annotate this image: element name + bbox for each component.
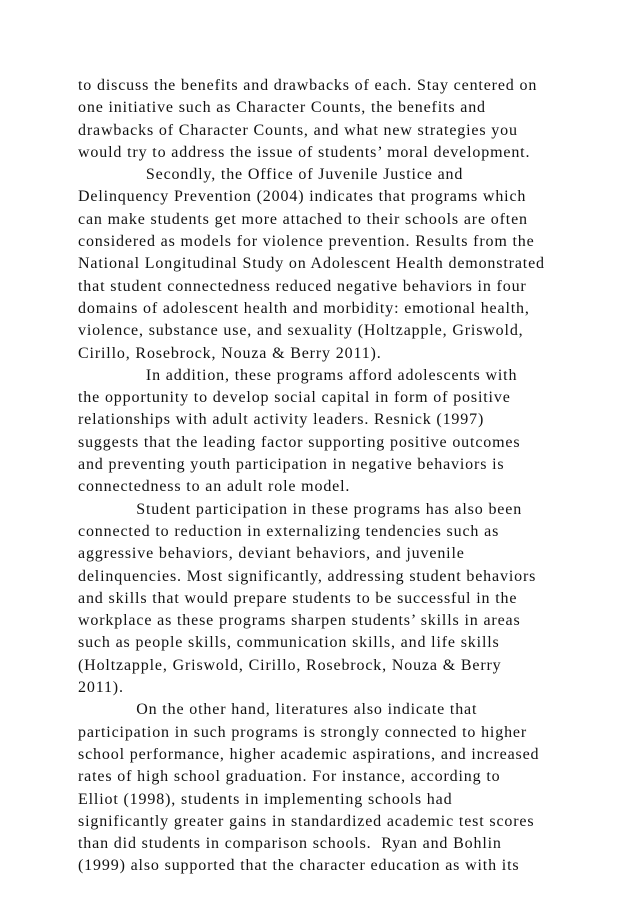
text-line: (1999) also supported that the character education as with its	[78, 857, 520, 875]
text-line: Cirillo, Rosebrock, Nouza & Berry 2011).	[78, 344, 382, 362]
text-line: than did students in comparison schools. Ryan and Bohlin	[78, 835, 502, 853]
text-line: can make students get more attached to their schools are often	[78, 210, 528, 228]
text-line: and skills that would prepare students to be successful in the	[78, 589, 518, 607]
text-line: workplace as these programs sharpen students’ skills in areas	[78, 612, 521, 630]
text-line: rates of high school graduation. For instance, according to	[78, 768, 501, 786]
text-line: In addition, these programs afford adolescents with	[78, 366, 518, 384]
text-line: suggests that the leading factor supporting positive outcomes	[78, 433, 521, 451]
text-line: On the other hand, literatures also indicate that	[78, 701, 478, 719]
text-line: the opportunity to develop social capital in form of positive	[78, 389, 511, 407]
text-line: National Longitudinal Study on Adolescent Health demonstrated	[78, 255, 545, 273]
text-line: participation in such programs is strongly connected to higher	[78, 723, 528, 741]
text-line: connectedness to an adult role model.	[78, 478, 351, 496]
text-line: 2011).	[78, 679, 124, 697]
text-line: delinquencies. Most significantly, addressing student behaviors	[78, 567, 537, 585]
text-line: significantly greater gains in standardized academic test scores	[78, 812, 535, 830]
text-line: school performance, higher academic aspirations, and increased	[78, 745, 540, 763]
text-line: (Holtzapple, Griswold, Cirillo, Rosebrock, Nouza & Berry	[78, 656, 502, 674]
text-line: considered as models for violence prevention. Results from the	[78, 233, 535, 251]
text-line: Delinquency Prevention (2004) indicates that programs which	[78, 188, 527, 206]
text-line: drawbacks of Character Counts, and what new strategies you	[78, 121, 518, 139]
text-line: one initiative such as Character Counts, the benefits and	[78, 99, 486, 117]
body-text	[78, 75, 568, 878]
text-line: that student connectedness reduced negative behaviors in four	[78, 277, 527, 295]
text-line: Elliot (1998), students in implementing schools had	[78, 790, 453, 808]
text-line: Student participation in these programs has also been	[78, 500, 523, 518]
text-line: and preventing youth participation in negative behaviors is	[78, 456, 505, 474]
text-line: aggressive behaviors, deviant behaviors, and juvenile	[78, 545, 465, 563]
text-line: connected to reduction in externalizing tendencies such as	[78, 522, 500, 540]
text-line: relationships with adult activity leaders. Resnick (1997)	[78, 411, 485, 429]
text-line: violence, substance use, and sexuality (Holtzapple, Griswold,	[78, 322, 524, 340]
text-line: such as people skills, communication skills, and life skills	[78, 634, 500, 652]
text-line: to discuss the benefits and drawbacks of each. Stay centered on	[78, 77, 538, 94]
text-line: Secondly, the Office of Juvenile Justice and	[78, 166, 464, 184]
text-line: would try to address the issue of students’ moral development.	[78, 143, 531, 161]
text-line: domains of adolescent health and morbidity: emotional health,	[78, 299, 530, 317]
